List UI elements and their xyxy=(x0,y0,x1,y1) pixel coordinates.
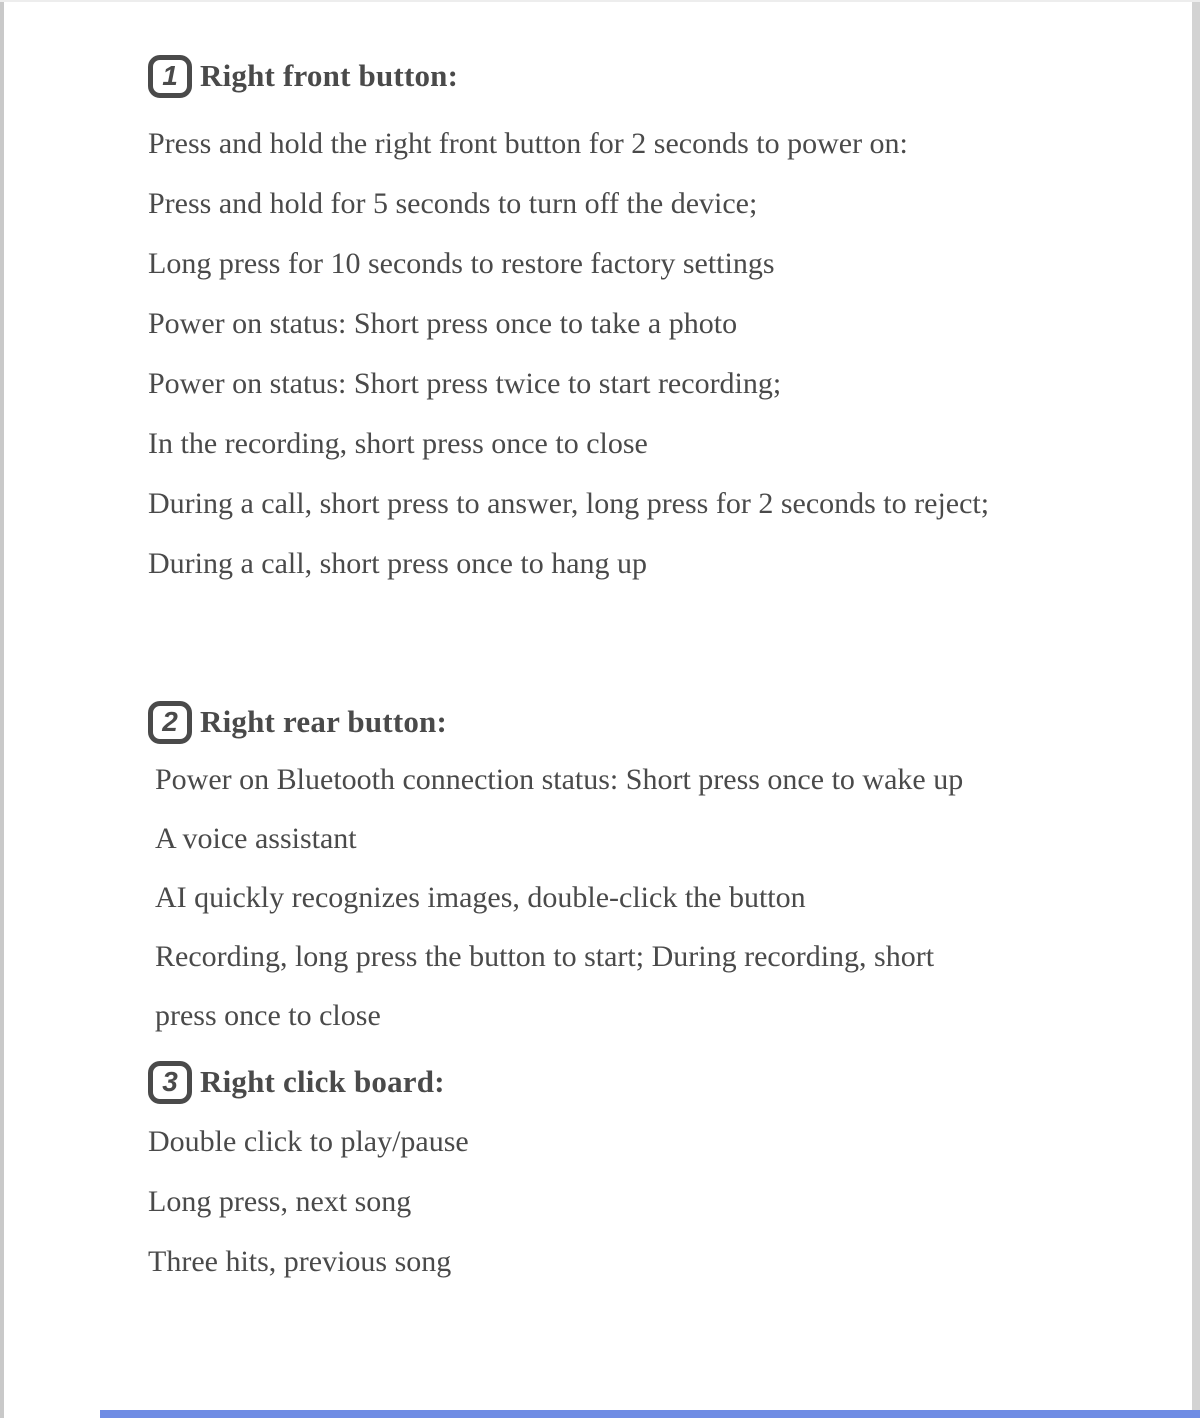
bottom-highlight-bar xyxy=(100,1410,1200,1418)
page-left-edge xyxy=(0,2,4,1418)
instruction-line: During a call, short press once to hang up xyxy=(148,547,648,580)
section-heading xyxy=(148,700,1108,744)
instruction-list xyxy=(148,114,1108,594)
number-3-icon: 3 xyxy=(148,1061,192,1104)
section-right-front-button xyxy=(148,54,1108,594)
section-heading xyxy=(148,1060,1108,1104)
page-right-edge xyxy=(1192,2,1200,1418)
instruction-line: Long press, next song xyxy=(148,1185,412,1218)
instruction-line: Double click to play/pause xyxy=(148,1125,469,1158)
section-title: Right rear button: xyxy=(200,704,448,739)
instruction-line: During a call, short press to answer, long press for 2 seconds to reject; xyxy=(148,487,990,520)
manual-content xyxy=(148,54,1108,1292)
section-heading xyxy=(148,54,1108,98)
instruction-list xyxy=(148,1112,1108,1292)
instruction-line: Press and hold for 5 seconds to turn off the device; xyxy=(148,187,758,220)
instruction-line: Power on status: Short press twice to start recording; xyxy=(148,367,782,400)
section-title: Right front button: xyxy=(200,58,459,93)
section-right-click-board xyxy=(148,1060,1108,1292)
instruction-line: AI quickly recognizes images, double-click the button xyxy=(155,880,806,914)
number-2-icon: 2 xyxy=(148,701,192,744)
instruction-line: Three hits, previous song xyxy=(148,1245,452,1278)
section-title: Right click board: xyxy=(200,1064,445,1099)
instruction-line: press once to close xyxy=(155,998,381,1032)
instruction-line: A voice assistant xyxy=(155,821,357,855)
section-right-rear-button xyxy=(148,700,1108,1045)
instruction-line: Long press for 10 seconds to restore factory settings xyxy=(148,247,775,280)
instruction-list xyxy=(155,750,1108,1045)
instruction-line: Press and hold the right front button for 2 seconds to power on: xyxy=(148,127,908,160)
instruction-line: Power on status: Short press once to take a photo xyxy=(148,307,738,340)
instruction-line: Power on Bluetooth connection status: Short press once to wake up xyxy=(155,762,964,796)
number-1-icon: 1 xyxy=(148,55,192,98)
instruction-line: In the recording, short press once to close xyxy=(148,427,648,460)
instruction-line: Recording, long press the button to start; During recording, short xyxy=(155,939,935,973)
